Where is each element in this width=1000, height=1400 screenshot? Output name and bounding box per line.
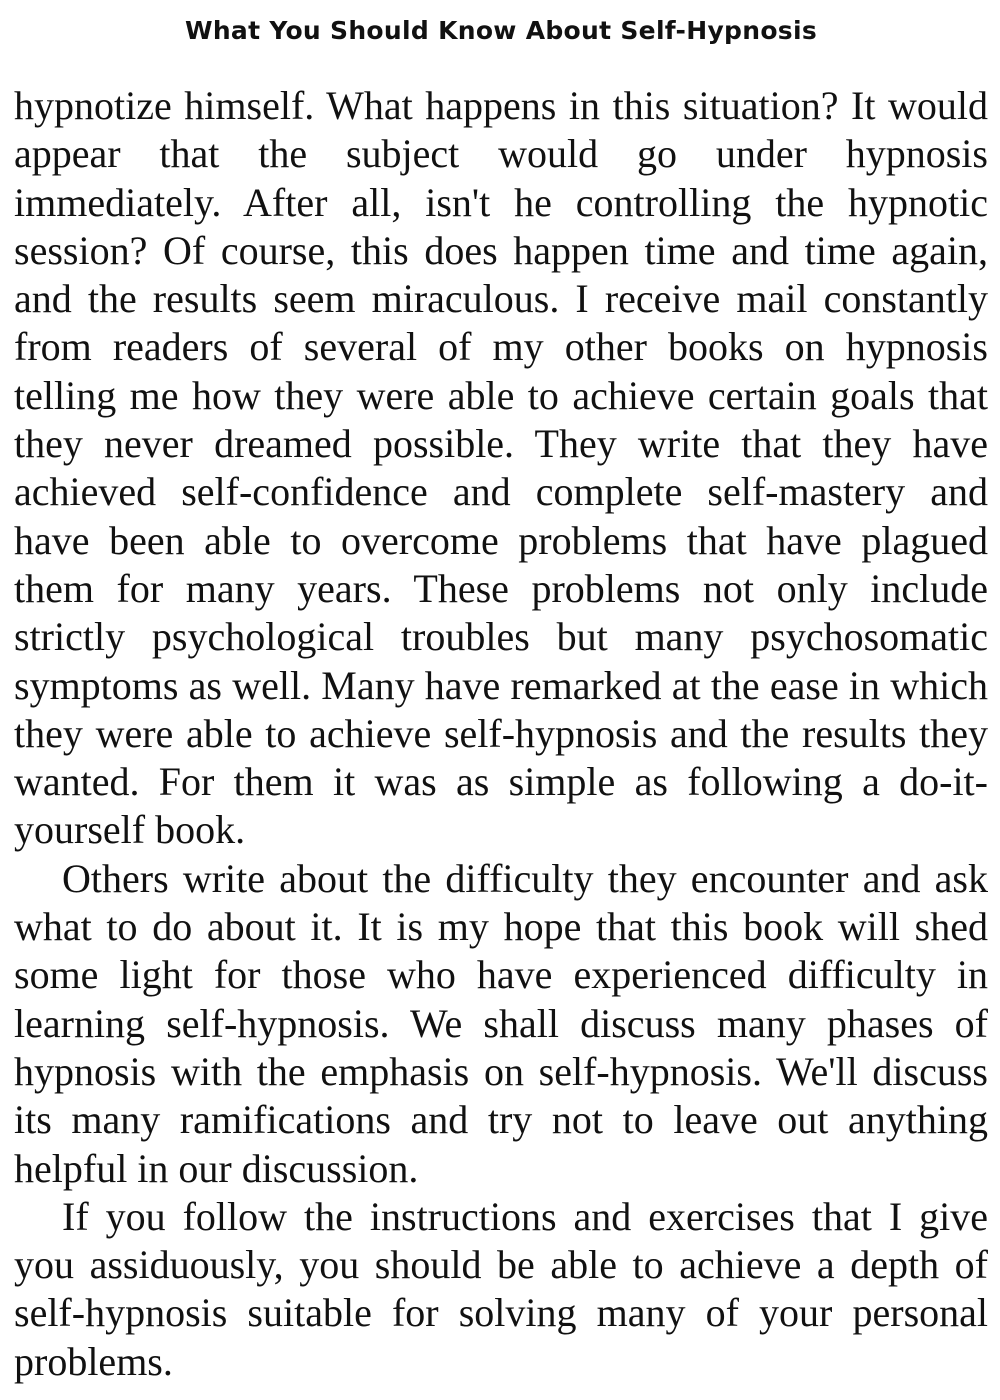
paragraph-others-write: Others write about the difficulty they encounter and ask what to do about it. It is my hope that this book will shed some light for those who have experienced difficulty in learning self-hypnosis. We shall discuss many phases of hypnosis with the emphasis on self-hypnosis. We'll discuss its many ramifications and try not to leave out anything helpful in our discussion. [14, 855, 988, 1191]
running-head-title: What You Should Know About Self-Hypnosis [184, 16, 818, 45]
paragraph-instructions: If you follow the instructions and exercises that I give you assiduously, you should be able to achieve a depth of self-hypnosis suitable for solving many of your personal problems. [14, 1193, 988, 1384]
body-text [14, 82, 988, 1386]
paragraph-continued: hypnotize himself. What happens in this situation? It would appear that the subject would go under hypnosis immediately. After all, isn't he controlling the hypnotic session? Of course, this does happen time and time again, and the results seem miraculous. I receive mail constantly from readers of several of my other books on hypnosis telling me how they were able to achieve certain goals that they never dreamed possible. They write that they have achieved self-confidence and complete self-mastery and have been able to overcome problems that have plagued them for many years. These problems not only include strictly psychological troubles but many psychosomatic symptoms as well. Many have remarked at the ease in which they were able to achieve self-hypnosis and the results they wanted. For them it was as simple as following a do-it-yourself book. [14, 83, 988, 853]
